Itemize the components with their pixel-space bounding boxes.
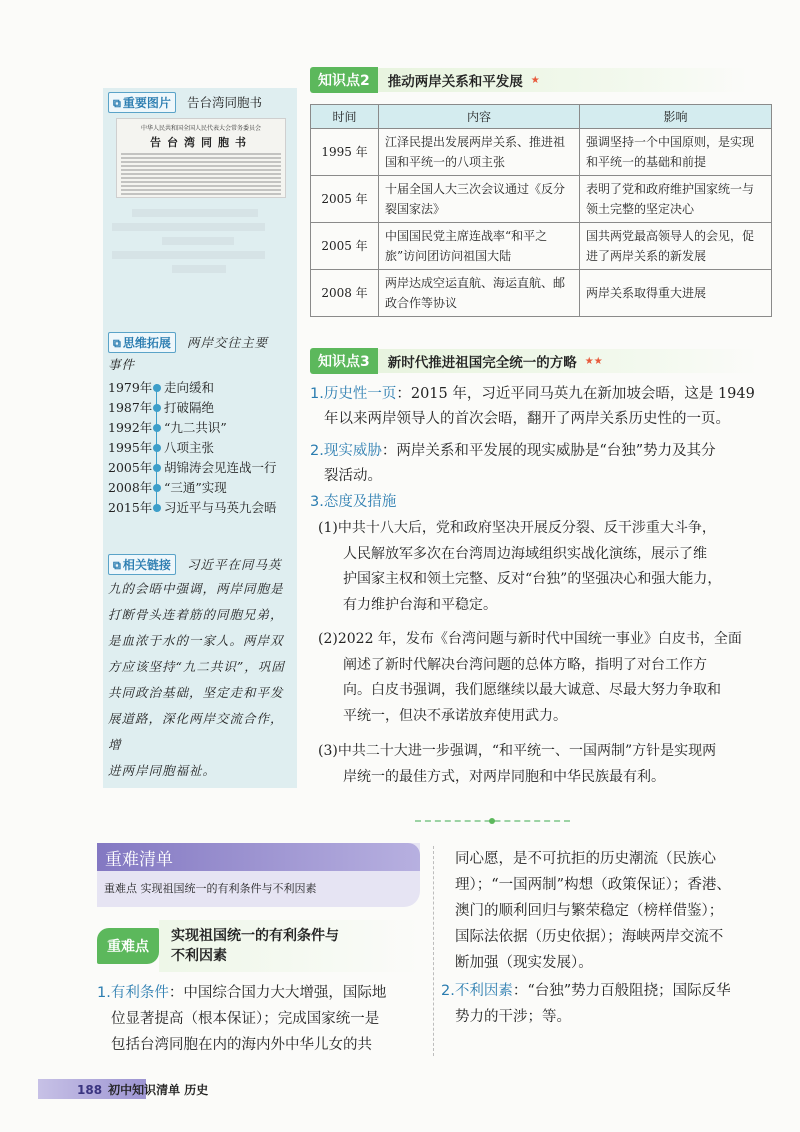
- event-text: “九二共识”: [164, 420, 227, 435]
- event-year: 2005年: [108, 460, 153, 475]
- cell-content: 中国国民党主席连战率“和平之旅”访问团访问祖国大陆: [379, 223, 580, 270]
- link-line: 展道路，深化两岸交流合作，增: [108, 711, 284, 752]
- event-year: 1979年: [108, 380, 153, 395]
- event-year: 1995年: [108, 440, 153, 455]
- item-text: ：中国综合国力大大增强，国际地: [168, 985, 387, 1001]
- kp2-header: [310, 68, 748, 92]
- link-text: [108, 576, 294, 784]
- item-text-cont: 理）；“一国两制”构想（政策保证）；香港、: [455, 877, 731, 893]
- difficulty-subtitle: 重难点 实现祖国统一的有利条件与不利因素: [104, 882, 317, 895]
- doc-image-title: 告台湾同胞书: [150, 136, 252, 149]
- item-text-cont: 势力的干涉；等。: [455, 1009, 571, 1025]
- kp3-item-2: [310, 439, 780, 489]
- sub-number: (1): [318, 520, 338, 536]
- table-row: [311, 129, 772, 176]
- difficulty-pill: 重难点: [97, 928, 159, 964]
- link-line: 习近平在同马英: [186, 557, 282, 572]
- timeline-event: [108, 398, 277, 418]
- image-icon: ⧉: [113, 97, 121, 110]
- unfavorable-factors: [441, 978, 786, 1030]
- event-text: 八项主张: [164, 440, 215, 455]
- link-line: 打断骨头连着筋的同胞兄弟，: [108, 607, 284, 622]
- item-text-cont: 位显著提高（根本保证）；完成国家统一是: [111, 1011, 380, 1027]
- timeline-dot-icon: [153, 464, 161, 472]
- events-timeline: [108, 378, 277, 518]
- item-number: 2.: [441, 983, 455, 999]
- page-number: 188: [77, 1083, 103, 1097]
- document-image: [116, 118, 286, 198]
- important-image-header: [108, 92, 262, 113]
- kp3-sub-1: [318, 516, 780, 618]
- link-block: [108, 552, 281, 578]
- timeline-event: [108, 438, 277, 458]
- kp3-item-1: [310, 382, 780, 432]
- item-text-cont: 同心愿，是不可抗拒的历史潮流（民族心: [455, 851, 716, 867]
- item-text-cont: 年以来两岸领导人的首次会晤，翻开了两岸关系历史性的一页。: [324, 411, 730, 427]
- timeline-event: [108, 478, 277, 498]
- event-text: 胡锦涛会见连战一行: [164, 460, 277, 475]
- section-divider: [415, 820, 570, 822]
- sub-line: 岸统一的最佳方式，对两岸同胞和中华民族最有利。: [343, 768, 665, 785]
- cell-content: 江泽民提出发展两岸关系、推进祖国和平统一的八项主张: [379, 129, 580, 176]
- table-row: [311, 270, 772, 317]
- link-line: 方应该坚持“九二共识”，巩固: [108, 659, 285, 674]
- link-line: 进两岸同胞福祉。: [108, 763, 217, 778]
- favorable-conditions-cont: [455, 846, 785, 976]
- event-text: “三通”实现: [164, 480, 227, 495]
- cell-time: 2005 年: [311, 176, 379, 223]
- doc-image-text-lines: [121, 153, 281, 195]
- item-key: 态度及措施: [323, 494, 397, 510]
- star-icon: ★★: [584, 355, 603, 367]
- item-number: 1.: [310, 386, 324, 402]
- sub-line: 人民解放军多次在台湾周边海域组织实战化演练，展示了维: [343, 545, 707, 562]
- star-icon: ★: [530, 74, 540, 86]
- timeline-dot-icon: [153, 404, 161, 412]
- kp3-title: 新时代推进祖国完全统一的方略: [387, 355, 577, 371]
- title-line: 实现祖国统一的有利条件与: [171, 928, 339, 944]
- item-key: 历史性一页: [323, 386, 397, 402]
- item-text-cont: 国际法依据（历史依据）；海峡两岸交流不: [455, 929, 724, 945]
- event-text: 习近平与马英九会晤: [164, 500, 277, 515]
- item-text-cont: 包括台湾同胞在内的海内外中华儿女的共: [111, 1037, 372, 1053]
- item-text-cont: 断加强（现实发展）。: [455, 955, 593, 971]
- link-line: 九的会晤中强调，两岸同胞是: [108, 581, 284, 596]
- header-impact: 影响: [580, 105, 772, 129]
- important-image-caption: 告台湾同胞书: [186, 95, 262, 110]
- header-time: 时间: [311, 105, 379, 129]
- item-text: ：2015 年，习近平同马英九在新加坡会晤，这是 1949: [396, 386, 755, 402]
- kp3-item-3: [310, 490, 396, 515]
- item-key: 有利条件: [110, 985, 169, 1001]
- item-text: ：“台独”势力百般阻挠；国际反华: [512, 983, 731, 999]
- item-key: 现实威胁: [323, 443, 382, 459]
- link-line: 共同政治基础，坚定走和平发: [108, 685, 284, 700]
- link-tag: ⧉ 相关链接: [108, 554, 176, 575]
- cell-content: 两岸达成空运直航、海运直航、邮政合作等协议: [379, 270, 580, 317]
- item-number: 1.: [97, 985, 111, 1001]
- link-line: 是血浓于水的一家人。两岸双: [108, 633, 284, 648]
- title-line: 不利因素: [171, 948, 227, 964]
- thinking-tag: ⧉ 思维拓展: [108, 332, 176, 353]
- thinking-intro-cont: 事件: [108, 357, 136, 372]
- kp3-label: 知识点3: [310, 348, 378, 374]
- difficulty-point-header: [97, 920, 420, 972]
- event-year: 2015年: [108, 500, 153, 515]
- sub-number: (2): [318, 631, 338, 647]
- sub-line: 2022 年，发布《台湾问题与新时代中国统一事业》白皮书，全面: [337, 631, 742, 647]
- timeline-dot-icon: [153, 424, 161, 432]
- header-content: 内容: [379, 105, 580, 129]
- kp2-title: 推动两岸关系和平发展: [387, 74, 523, 90]
- cell-time: 2005 年: [311, 223, 379, 270]
- kp3-title-bar: [378, 349, 758, 373]
- item-number: 3.: [310, 494, 324, 510]
- kp2-label: 知识点2: [310, 67, 378, 93]
- event-text: 打破隔绝: [164, 400, 215, 415]
- kp2-title-bar: [378, 68, 748, 92]
- sub-line: 中共二十大进一步强调，“和平统一、一国两制”方针是实现两: [337, 743, 717, 759]
- timeline-event: [108, 498, 277, 518]
- event-year: 1992年: [108, 420, 153, 435]
- cell-time: 1995 年: [311, 129, 379, 176]
- kp3-header: [310, 349, 758, 373]
- difficulty-point-title: [159, 920, 420, 972]
- sub-line: 阐述了新时代解决台湾问题的总体方略，指明了对台工作方: [343, 656, 707, 673]
- timeline-event: [108, 418, 277, 438]
- timeline-line: [156, 384, 157, 512]
- book-title: 初中知识清单 历史: [108, 1083, 209, 1097]
- table-header-row: [311, 105, 772, 129]
- sub-line: 中共十八大后，党和政府坚决开展反分裂、反干涉重大斗争，: [337, 520, 716, 536]
- event-text: 走向缓和: [164, 380, 215, 395]
- table-row: [311, 176, 772, 223]
- faded-bleed-text: [112, 206, 292, 279]
- sub-line: 向。白皮书强调，我们愿继续以最大诚意、尽最大努力争取和: [343, 682, 721, 698]
- cell-impact: 表明了党和政府维护国家统一与领土完整的坚定决心: [580, 176, 772, 223]
- kp3-sub-3: [318, 739, 780, 790]
- cell-content: 十届全国人大三次会议通过《反分裂国家法》: [379, 176, 580, 223]
- cell-impact: 国共两党最高领导人的会见，促进了两岸关系的新发展: [580, 223, 772, 270]
- cell-time: 2008 年: [311, 270, 379, 317]
- column-divider: [433, 846, 434, 1056]
- item-text-cont: 澳门的顺利回归与繁荣稳定（榜样借鉴）；: [455, 903, 724, 919]
- item-text-cont: 裂活动。: [324, 468, 382, 484]
- timeline-dot-icon: [153, 504, 161, 512]
- timeline-dot-icon: [153, 484, 161, 492]
- important-image-tag: ⧉ 重要图片: [108, 92, 176, 113]
- sub-line: 平统一，但决不承诺放弃使用武力。: [343, 707, 567, 724]
- kp3-sub-2: [318, 627, 780, 729]
- item-number: 2.: [310, 443, 324, 459]
- cell-impact: 强调坚持一个中国原则，是实现和平统一的基础和前提: [580, 129, 772, 176]
- kp2-table: [310, 104, 772, 317]
- cell-impact: 两岸关系取得重大进展: [580, 270, 772, 317]
- thinking-intro: 两岸交往主要: [186, 335, 268, 350]
- table-row: [311, 223, 772, 270]
- timeline-dot-icon: [153, 384, 161, 392]
- item-key: 不利因素: [454, 983, 513, 999]
- favorable-conditions: [97, 980, 427, 1058]
- sub-line: 有力维护台海和平稳定。: [343, 596, 497, 613]
- event-year: 1987年: [108, 400, 153, 415]
- sub-number: (3): [318, 743, 338, 759]
- link-icon: ⧉: [113, 559, 121, 572]
- sub-line: 护国家主权和领土完整、反对“台独”的坚强决心和强大能力，: [343, 571, 722, 587]
- doc-image-header: 中华人民共和国全国人民代表大会常务委员会: [140, 125, 261, 132]
- timeline-event: [108, 458, 277, 478]
- item-text: ：两岸关系和平发展的现实威胁是“台独”势力及其分: [381, 443, 716, 459]
- timeline-event: [108, 378, 277, 398]
- event-year: 2008年: [108, 480, 153, 495]
- lightbulb-icon: ⧉: [113, 337, 121, 350]
- difficulty-title: 重难清单: [97, 843, 420, 871]
- timeline-dot-icon: [153, 444, 161, 452]
- page-footer: [77, 1081, 208, 1098]
